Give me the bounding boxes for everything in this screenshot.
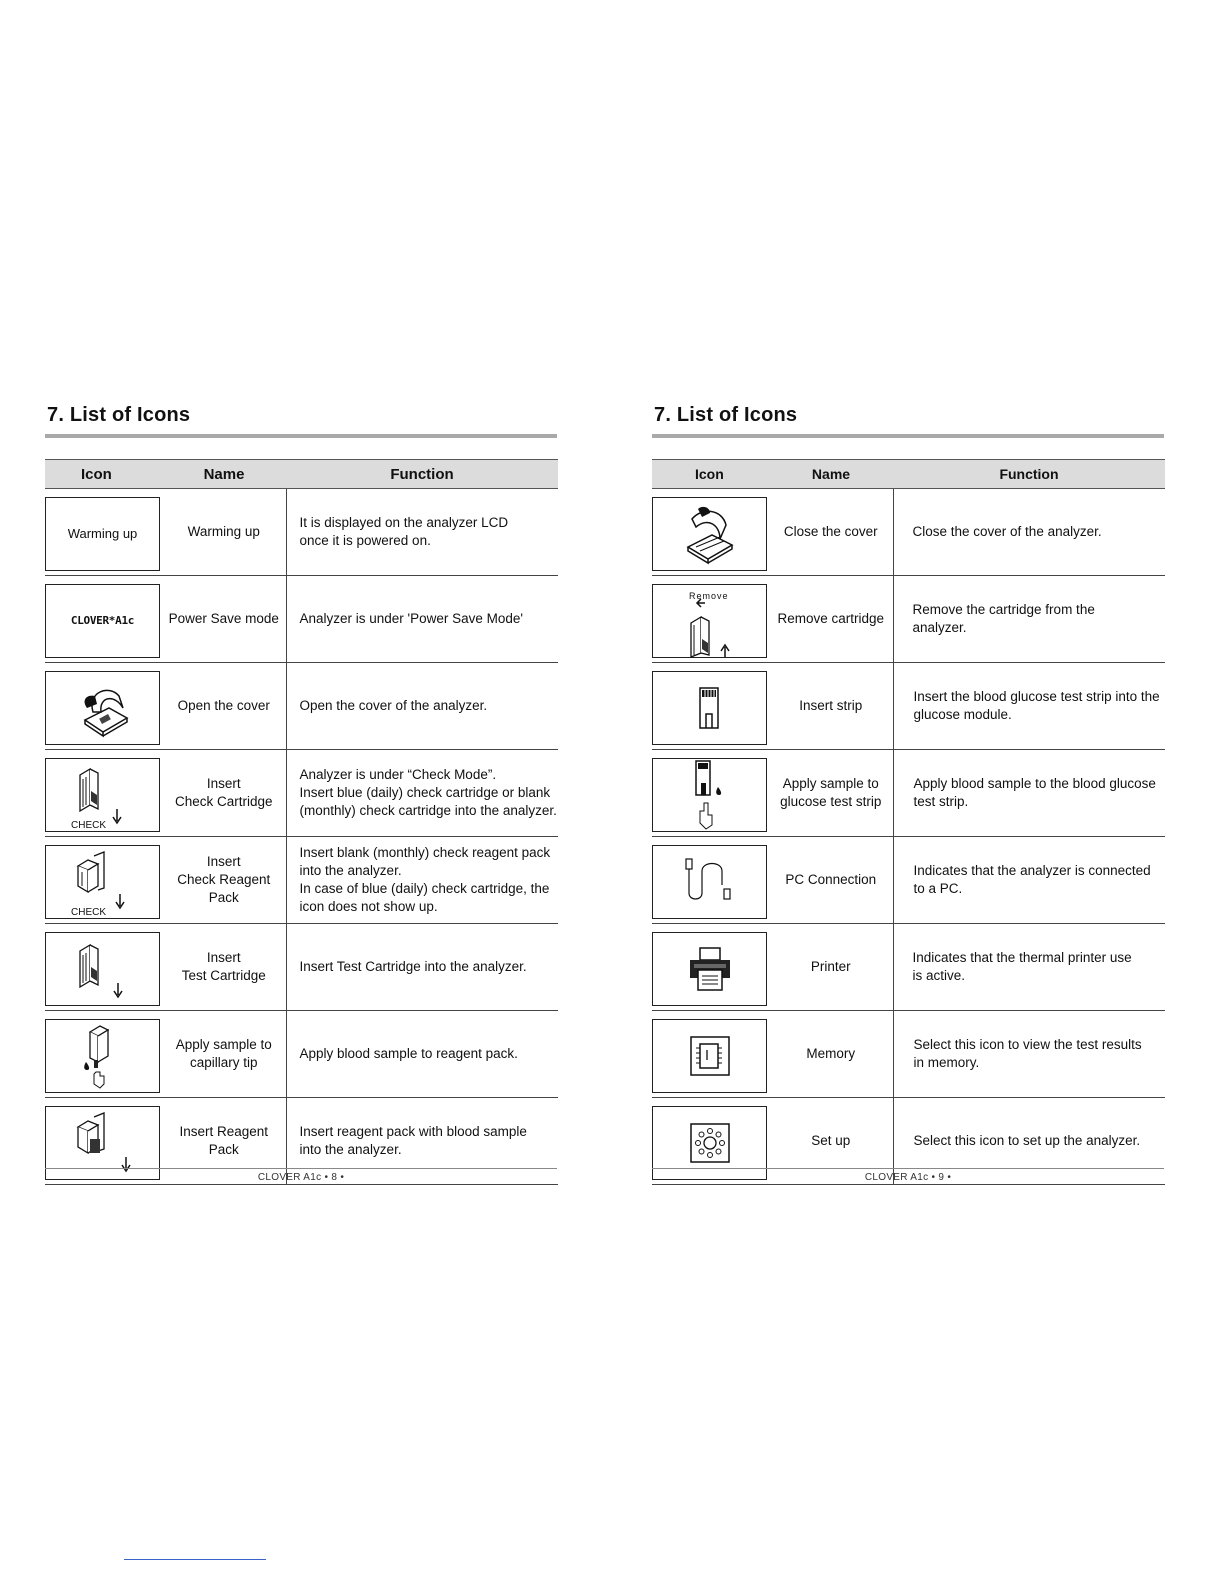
insert-strip-icon (652, 671, 767, 745)
icon-name: Remove cartridge (769, 576, 893, 663)
icon-name: Printer (769, 924, 893, 1011)
check-cartridge-drawing (72, 765, 142, 825)
icon-name: PC Connection (769, 837, 893, 924)
icon-name: Insert Reagent Pack (162, 1098, 286, 1185)
memory-drawing (690, 1036, 730, 1076)
title-divider (652, 434, 1164, 438)
table-row (652, 837, 1165, 924)
header-icon: Icon (45, 460, 162, 489)
capillary-tip-icon (45, 1019, 160, 1093)
test-cartridge-icon (45, 932, 160, 1006)
icon-function: Apply blood sample to reagent pack. (286, 1011, 558, 1098)
page-footer: CLOVER A1c • 9 • (864, 1172, 952, 1183)
header-name: Name (162, 460, 286, 489)
icon-name: Open the cover (162, 663, 286, 750)
table-row (45, 1011, 558, 1098)
icon-name: Set up (769, 1098, 893, 1185)
table-row (45, 663, 558, 750)
table-header (45, 460, 558, 489)
header-icon: Icon (652, 460, 769, 489)
reagent-pack-drawing (72, 1111, 142, 1175)
clover-a1c-logo-icon (45, 584, 160, 658)
table-row (45, 837, 558, 924)
footer-divider (45, 1168, 557, 1169)
icon-name: Apply sample to capillary tip (162, 1011, 286, 1098)
table-row (45, 576, 558, 663)
table-row (45, 924, 558, 1011)
table-row (652, 1011, 1165, 1098)
icon-function: Indicates that the thermal printer use is active. (893, 924, 1165, 1011)
icon-function: Open the cover of the analyzer. (286, 663, 558, 750)
footer-divider (652, 1168, 1164, 1169)
icon-function: Apply blood sample to the blood glucose test strip. (893, 750, 1165, 837)
table-row (652, 576, 1165, 663)
icons-table (45, 459, 558, 1185)
icon-function: Insert blank (monthly) check reagent pack into the analyzer. In case of blue (daily) check cartridge, the icon does not show up. (286, 837, 558, 924)
header-name: Name (769, 460, 893, 489)
icon-name: Insert Check Cartridge (162, 750, 286, 837)
table-header (652, 460, 1165, 489)
icon-name: Insert strip (769, 663, 893, 750)
glucose-strip-sample-icon (652, 758, 767, 832)
pc-connection-drawing (680, 857, 740, 907)
page-footer: CLOVER A1c • 8 • (257, 1172, 345, 1183)
table-row (652, 924, 1165, 1011)
printer-drawing (688, 946, 732, 992)
icon-function: It is displayed on the analyzer LCD once it is powered on. (286, 489, 558, 576)
icon-function: Remove the cartridge from the analyzer. (893, 576, 1165, 663)
table-row (652, 750, 1165, 837)
header-function: Function (286, 460, 558, 489)
remove-cartridge-icon (652, 584, 767, 658)
clover-logo-text: CLOVER*A1c (70, 614, 135, 627)
icon-function: Insert reagent pack with blood sample into the analyzer. (286, 1098, 558, 1185)
icon-name: Apply sample to glucose test strip (769, 750, 893, 837)
title-divider (45, 434, 557, 438)
test-cartridge-drawing (72, 937, 142, 1001)
capillary-tip-drawing (80, 1022, 130, 1092)
page-title: 7. List of Icons (47, 404, 191, 426)
table-row (45, 750, 558, 837)
remove-label: Remove (689, 591, 729, 601)
check-reagent-pack-drawing (72, 850, 142, 910)
setup-drawing (690, 1123, 730, 1163)
check-label: CHECK (71, 820, 107, 831)
icon-function: Insert the blood glucose test strip into the glucose module. (893, 663, 1165, 750)
printer-icon (652, 932, 767, 1006)
warming-up-icon-text: Warming up (67, 526, 138, 541)
close-cover-drawing (680, 505, 740, 563)
icon-function: Analyzer is under 'Power Save Mode' (286, 576, 558, 663)
icon-function: Select this icon to set up the analyzer. (893, 1098, 1165, 1185)
warming-up-icon (45, 497, 160, 571)
icon-name: Close the cover (769, 489, 893, 576)
icons-table (652, 459, 1165, 1185)
icon-function: Insert Test Cartridge into the analyzer. (286, 924, 558, 1011)
insert-strip-drawing (698, 686, 722, 730)
close-cover-icon (652, 497, 767, 571)
icon-name: Insert Test Cartridge (162, 924, 286, 1011)
check-cartridge-icon (45, 758, 160, 832)
memory-icon (652, 1019, 767, 1093)
pc-connection-icon (652, 845, 767, 919)
icon-name: Insert Check Reagent Pack (162, 837, 286, 924)
check-reagent-pack-icon (45, 845, 160, 919)
open-cover-icon (45, 671, 160, 745)
icon-function: Indicates that the analyzer is connected to a PC. (893, 837, 1165, 924)
icon-name: Warming up (162, 489, 286, 576)
glucose-strip-sample-drawing (690, 759, 730, 831)
icon-name: Memory (769, 1011, 893, 1098)
icon-function: Select this icon to view the test results in memory. (893, 1011, 1165, 1098)
bottom-underline (124, 1559, 266, 1560)
page-title: 7. List of Icons (654, 404, 798, 426)
header-function: Function (893, 460, 1165, 489)
open-cover-drawing (73, 680, 133, 736)
table-row (652, 489, 1165, 576)
table-row (652, 663, 1165, 750)
icon-name: Power Save mode (162, 576, 286, 663)
remove-cartridge-drawing (683, 595, 753, 659)
icon-function: Analyzer is under “Check Mode”. Insert blue (daily) check cartridge or blank (monthly) check cartridge into the analyzer. (286, 750, 558, 837)
table-row (45, 489, 558, 576)
check-label: CHECK (71, 907, 107, 918)
icon-function: Close the cover of the analyzer. (893, 489, 1165, 576)
